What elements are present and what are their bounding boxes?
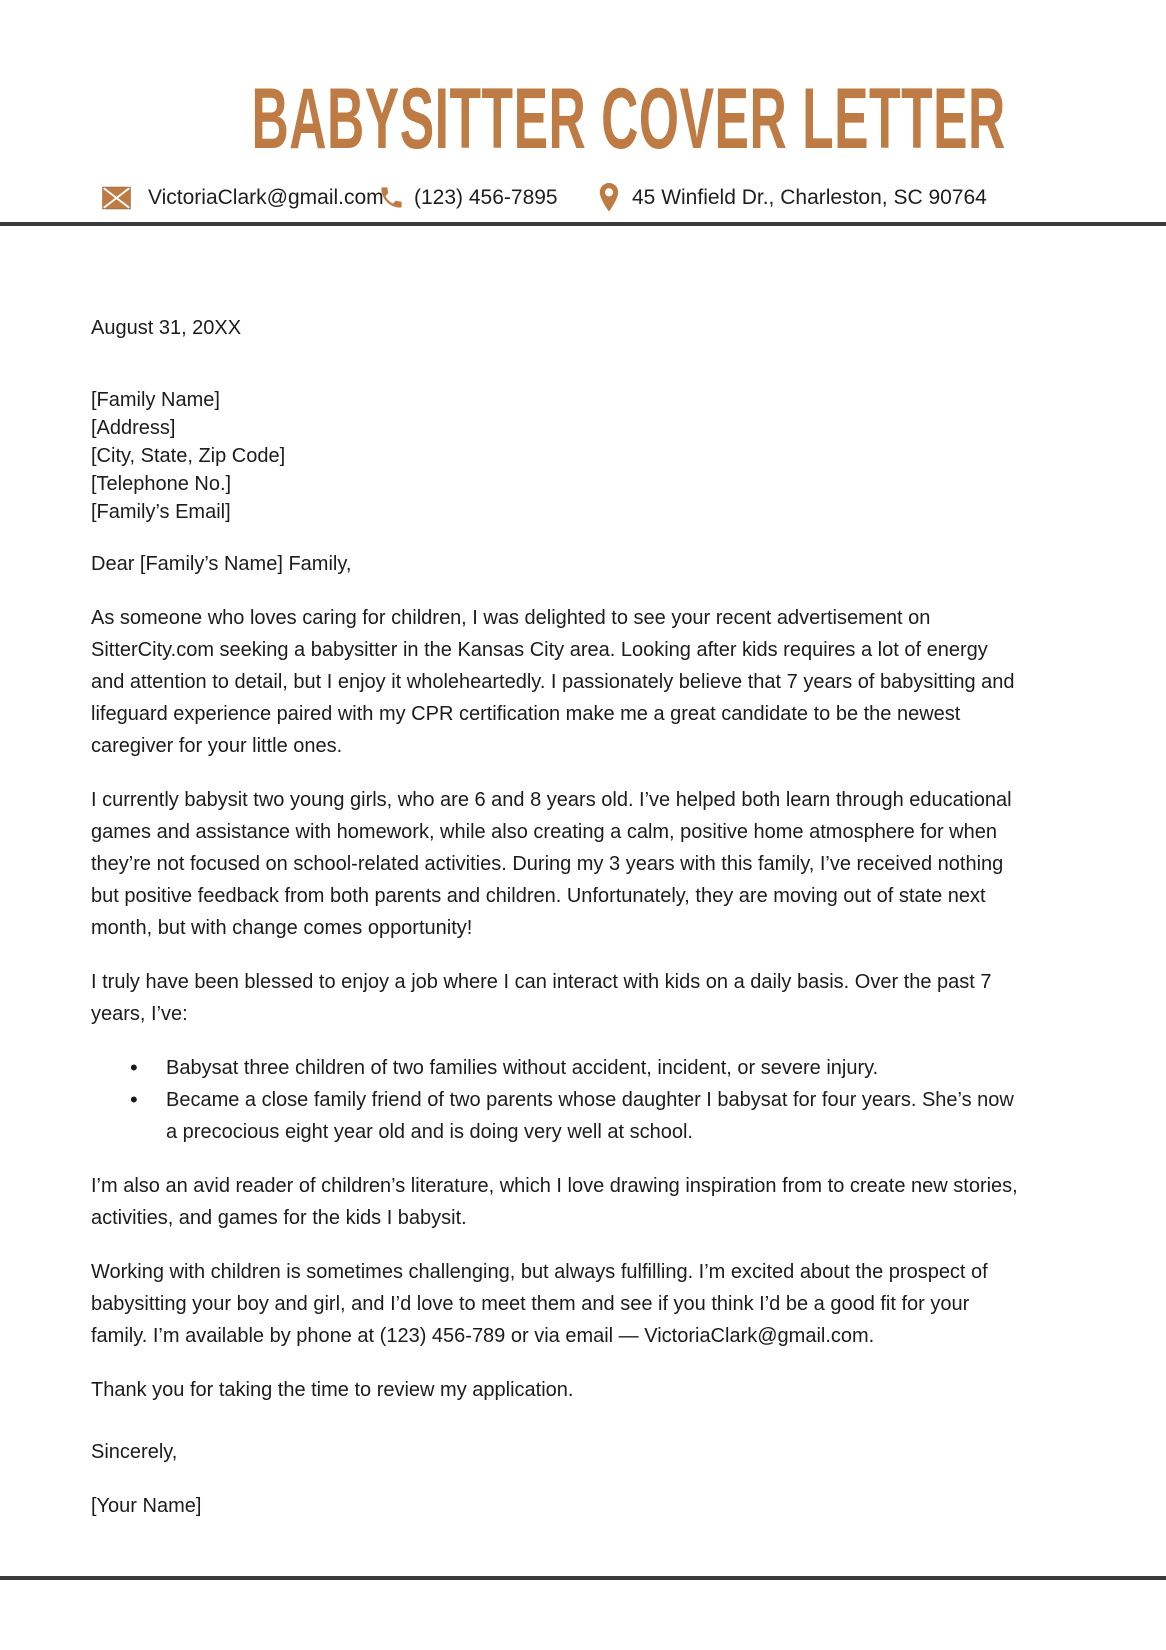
achievements-list: [91, 1052, 1021, 1148]
contact-phone-text: (123) 456-7895: [414, 185, 558, 209]
achievement-item: • Became a close family friend of two parents whose daughter I babysat for four years. She’s now a precocious eight year old and is doing very well at school.: [166, 1084, 1021, 1148]
recipient-line: [Telephone No.]: [91, 473, 232, 495]
body-paragraph: Working with children is sometimes challenging, but always fulfilling. I’m excited about the prospect of babysitting your boy and girl, and I’d love to meet them and see if you think I’d be a good fit for your family. I’m available by phone at (123) 456-789 or via email — VictoriaClark@gmail.com.: [91, 1261, 988, 1347]
recipient-line: [Address]: [91, 417, 176, 439]
recipient-line: [City, State, Zip Code]: [91, 445, 286, 467]
letter-body: [91, 312, 1021, 1544]
contact-address: [597, 182, 987, 213]
body-paragraph: As someone who loves caring for children, I was delighted to see your recent advertisement on SitterCity.com seeking a babysitter in the Kansas City area. Looking after kids requires a lot of energy and attention to detail, but I enjoy it wholeheartedly. I passionately believe that 7 years of babysitting and lifeguard experience paired with my CPR certification make me a great candidate to be the newest caregiver for your little ones.: [91, 607, 1015, 757]
recipient-line: [Family’s Email]: [91, 501, 231, 523]
body-paragraph: I’m also an avid reader of children’s literature, which I love drawing inspiration from to create new stories, activities, and games for the kids I babysit.: [91, 1175, 1018, 1229]
body-paragraph: I currently babysit two young girls, who are 6 and 8 years old. I’ve helped both learn through educational games and assistance with homework, while also creating a calm, positive home atmosphere for when they’re not focused on school-related activities. During my 3 years with this family, I’ve received nothing but positive feedback from both parents and children. Unfortunately, they are moving out of state next month, but with change comes opportunity!: [91, 789, 1012, 939]
recipient-line: [Family Name]: [91, 389, 220, 411]
contact-phone: [378, 184, 597, 211]
salutation: Dear [Family’s Name] Family,: [91, 553, 352, 575]
contact-email: [102, 185, 384, 210]
footer-divider-line: [0, 1576, 1166, 1580]
body-paragraph: Thank you for taking the time to review my application.: [91, 1379, 574, 1401]
body-paragraph: I truly have been blessed to enjoy a job where I can interact with kids on a daily basis. Over the past 7 years, I’ve:: [91, 971, 992, 1025]
contact-email-text: VictoriaClark@gmail.com: [148, 185, 384, 209]
signature-placeholder: [Your Name]: [91, 1495, 202, 1517]
achievement-item: • Babysat three children of two families without accident, incident, or severe injury.: [166, 1052, 1021, 1084]
letter-date: August 31, 20XX: [91, 317, 242, 339]
signoff: Sincerely,: [91, 1441, 178, 1463]
page-title: [0, 71, 1166, 167]
contact-address-text: 45 Winfield Dr., Charleston, SC 90764: [632, 185, 987, 209]
envelope-icon: [102, 186, 131, 210]
contact-row: [102, 182, 1126, 213]
page-title-text: BABYSITTER COVER LETTER: [251, 71, 1006, 167]
header-divider-line: [0, 222, 1166, 226]
phone-icon: [378, 184, 405, 211]
location-pin-icon: [597, 182, 621, 213]
recipient-block: [91, 386, 1021, 526]
